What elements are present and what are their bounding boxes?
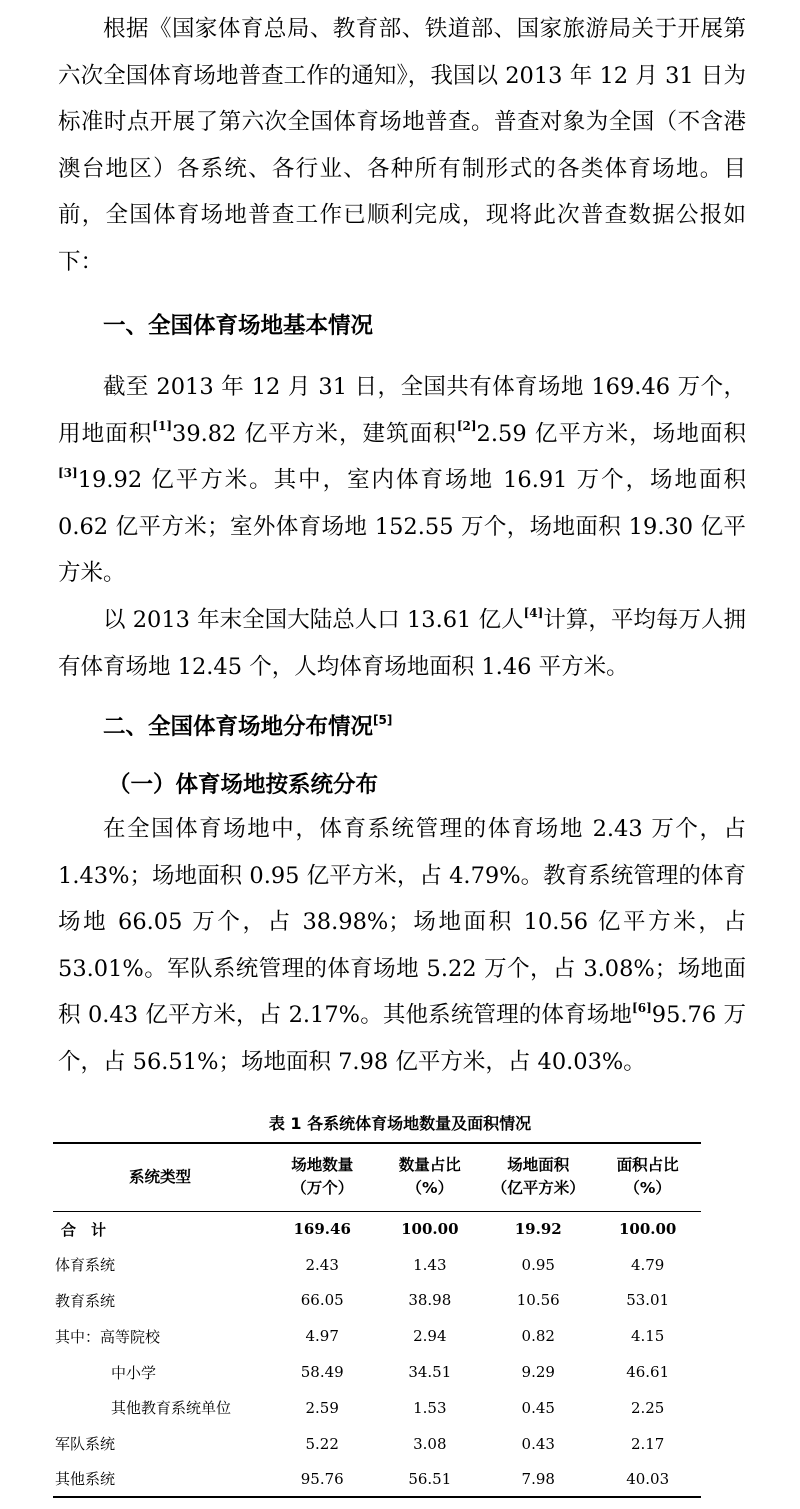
header-count: 场地数量 （万个） xyxy=(267,1143,378,1211)
cell-count-pct: 34.51 xyxy=(408,1363,452,1382)
table-row xyxy=(53,1390,701,1426)
cell-count: 169.46 xyxy=(293,1220,351,1239)
system-stats-table xyxy=(53,1142,701,1498)
cell-count-pct: 1.53 xyxy=(413,1398,447,1417)
row-label: 军队系统 xyxy=(55,1435,116,1454)
header-area: 场地面积 （亿平方米） xyxy=(482,1143,594,1211)
cell-count-pct: 38.98 xyxy=(408,1291,452,1310)
header-system-type: 系统类型 xyxy=(53,1143,267,1211)
cell-count: 2.43 xyxy=(305,1255,339,1274)
section2-heading xyxy=(103,712,392,742)
section1-paragraph1 xyxy=(58,364,746,597)
table-row xyxy=(53,1426,701,1462)
table-row xyxy=(53,1354,701,1390)
cell-count: 5.22 xyxy=(305,1434,339,1453)
section2-paragraph1 xyxy=(58,806,746,1086)
cell-area: 9.29 xyxy=(521,1363,555,1382)
cell-count: 4.97 xyxy=(305,1327,339,1346)
table-row-total xyxy=(53,1211,701,1247)
cell-area: 0.95 xyxy=(521,1255,555,1274)
section1-p2-text-a: 以 2013 年末全国大陆总人口 13.61 亿人 xyxy=(103,607,524,633)
cell-area-pct: 40.03 xyxy=(594,1462,701,1498)
section1-p1-text-a: 截至 2013 年 12 月 31 日，全国共有体育场地 169.46 万个，用地面积 xyxy=(58,374,746,447)
cell-area-pct: 2.25 xyxy=(630,1398,665,1417)
intro-paragraph xyxy=(58,6,746,286)
cell-count: 2.59 xyxy=(305,1398,339,1417)
footnote-ref-5[interactable]: [5] xyxy=(373,712,393,727)
cell-count-pct: 1.43 xyxy=(413,1255,447,1274)
header-count-pct: 数量占比 （%） xyxy=(377,1143,482,1211)
cell-area: 10.56 xyxy=(516,1291,560,1310)
table-row xyxy=(53,1462,701,1498)
section1-p2-text-b: 计算，平均每万人拥有体育场地 12.45 个，人均体育场地面积 1.46 平方米。 xyxy=(58,607,746,680)
row-label: 中小学 xyxy=(111,1363,157,1382)
table-row xyxy=(53,1318,701,1354)
cell-area: 19.92 xyxy=(514,1220,562,1239)
intro-text: 根据《国家体育总局、教育部、铁道部、国家旅游局关于开展第六次全国体育场地普查工作的通知》，我国以 2013 年 12 月 31 日为标准时点开展了第六次全国体育场地普查。普查对象为全国（不含港澳台地区）各系统、各行业、各种所有制形式的各类体育场地。目前，全国体育场地普查工作已顺利完成，现将此次普查数据公报如下： xyxy=(58,16,746,275)
row-label: 教育系统 xyxy=(55,1291,116,1310)
row-label: 其他系统 xyxy=(53,1462,267,1498)
cell-count: 95.76 xyxy=(267,1462,378,1498)
header-area-pct: 面积占比 （%） xyxy=(594,1143,701,1211)
cell-area-pct: 53.01 xyxy=(626,1291,670,1310)
cell-count: 58.49 xyxy=(300,1363,344,1382)
cell-area: 0.82 xyxy=(521,1327,555,1346)
section1-paragraph2 xyxy=(58,597,746,690)
footnote-ref-6[interactable]: [6] xyxy=(632,1000,652,1015)
footnote-ref-1[interactable]: [1] xyxy=(152,419,173,434)
section1-heading: 一、全国体育场地基本情况 xyxy=(103,313,374,339)
cell-count-pct: 3.08 xyxy=(413,1434,447,1453)
section2-p1-text-a: 在全国体育场地中，体育系统管理的体育场地 2.43 万个，占 1.43%；场地面积 0.95 亿平方米，占 4.79%。教育系统管理的体育场地 66.05 万个，占 38.98%；场地面积 10.56 亿平方米，占 53.01%。军队系统管理的体育场地 5.22 万个，占 3.08%；场地面积 0.43 亿平方米，占 2.17%。其他系统管理的体育场地 xyxy=(58,816,746,1029)
row-label: 体育系统 xyxy=(55,1256,116,1275)
cell-area-pct: 46.61 xyxy=(626,1363,670,1382)
cell-area-pct: 4.15 xyxy=(630,1327,665,1346)
cell-area-pct: 2.17 xyxy=(630,1434,665,1453)
table-row xyxy=(53,1283,701,1319)
cell-count: 66.05 xyxy=(300,1291,344,1310)
cell-area: 7.98 xyxy=(482,1462,594,1498)
cell-area-pct: 100.00 xyxy=(618,1220,677,1239)
cell-area-pct: 4.79 xyxy=(630,1255,665,1274)
row-label: 其中：高等院校 xyxy=(55,1327,161,1346)
cell-count-pct: 56.51 xyxy=(377,1462,482,1498)
cell-count-pct: 100.00 xyxy=(401,1220,459,1239)
section1-p1-text-d: 19.92 亿平方米。其中，室内体育场地 16.91 万个，场地面积 0.62 亿平方米；室外体育场地 152.55 万个，场地面积 19.30 亿平方米。 xyxy=(58,467,746,587)
section2-p1-text-b: 95.76 万个，占 56.51%；场地面积 7.98 亿平方米，占 40.03%。 xyxy=(58,1002,746,1075)
footnote-ref-3[interactable]: [3] xyxy=(58,465,78,480)
table-caption: 表 1 各系统体育场地数量及面积情况 xyxy=(268,1114,532,1133)
cell-area: 0.45 xyxy=(521,1398,555,1417)
cell-count-pct: 2.94 xyxy=(413,1327,447,1346)
section1-p1-text-c: 2.59 亿平方米，场地面积 xyxy=(476,420,746,447)
cell-area: 0.43 xyxy=(521,1434,555,1453)
section1-p1-text-b: 39.82 亿平方米，建筑面积 xyxy=(172,420,457,447)
row-label: 其他教育系统单位 xyxy=(111,1399,232,1418)
row-label: 合 计 xyxy=(61,1220,107,1239)
section2-subheading: （一）体育场地按系统分布 xyxy=(108,772,379,798)
footnote-ref-2[interactable]: [2] xyxy=(456,419,477,434)
section2-heading-text: 二、全国体育场地分布情况 xyxy=(103,714,374,740)
table-row xyxy=(53,1247,701,1283)
footnote-ref-4[interactable]: [4] xyxy=(523,605,544,620)
table-header-row xyxy=(53,1143,701,1211)
